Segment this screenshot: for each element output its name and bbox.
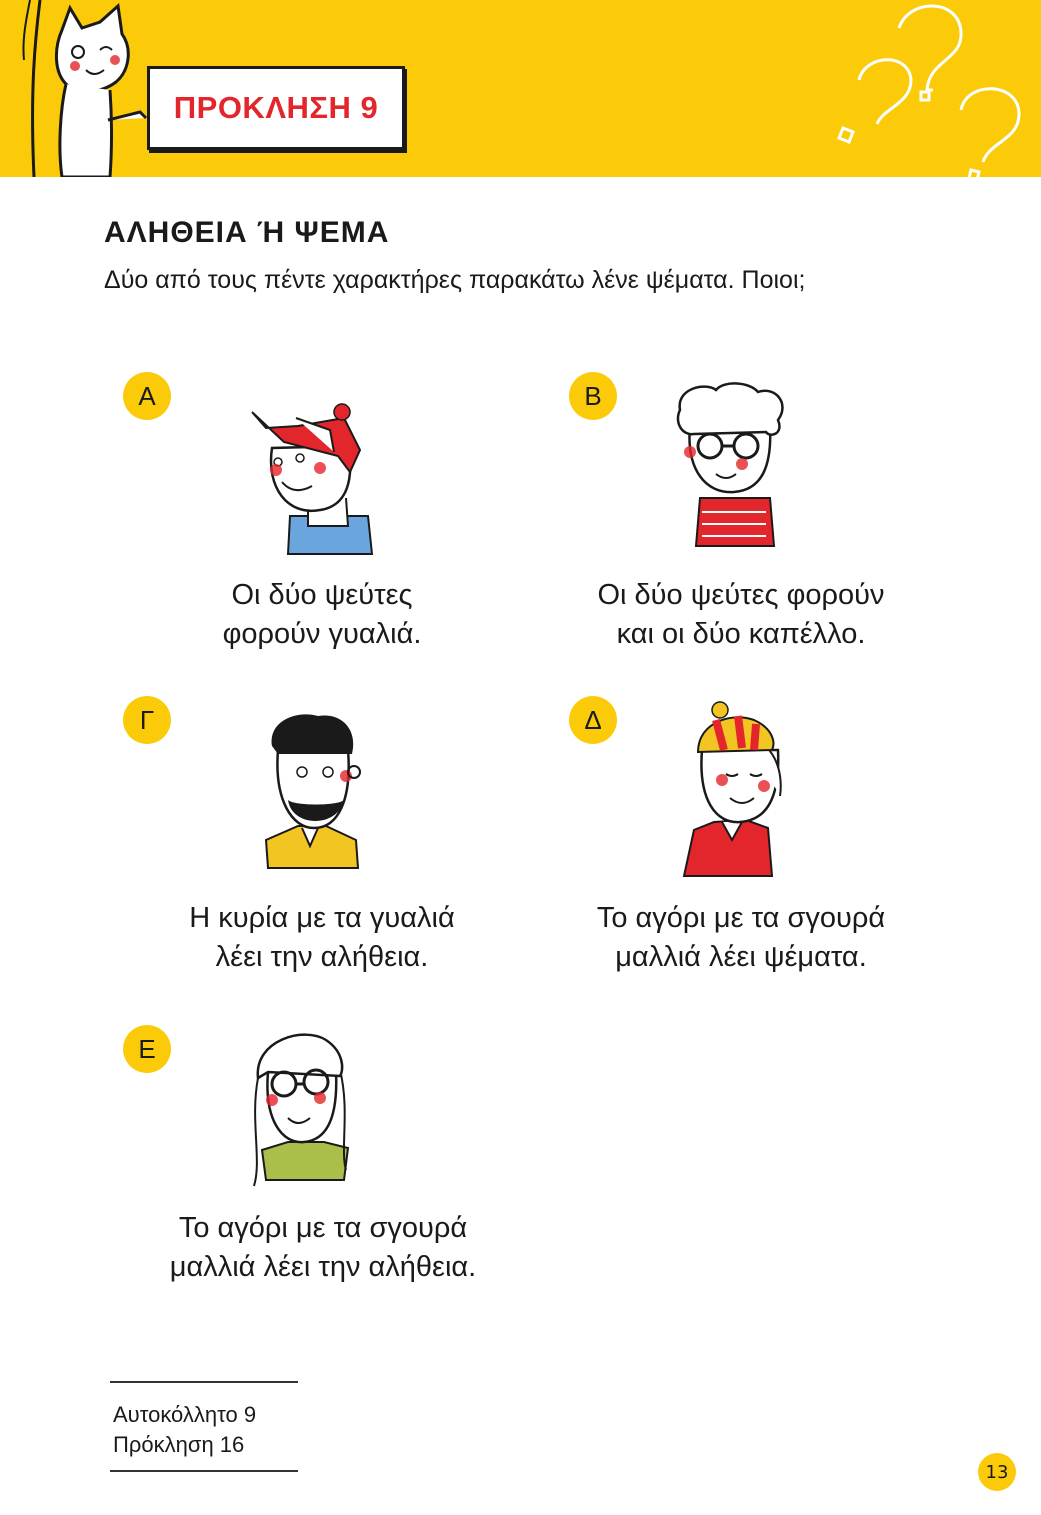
caption-c xyxy=(152,899,492,977)
letter-badge-e: Ε xyxy=(123,1025,171,1073)
letter-badge-d: Δ xyxy=(569,696,617,744)
letter-badge-b: Β xyxy=(569,372,617,420)
letter-badge-a: Α xyxy=(123,372,171,420)
page-number: 13 xyxy=(978,1453,1016,1491)
question-marks-icon xyxy=(821,0,1041,177)
caption-d-line2: μαλλιά λέει ψέματα. xyxy=(615,941,867,973)
footer-sticker-ref: Αυτοκόλλητο 9 xyxy=(113,1402,257,1427)
footer-top-rule xyxy=(110,1381,298,1383)
woman-glasses-long-hair-portrait-icon xyxy=(244,1030,356,1190)
header-banner xyxy=(0,0,1041,177)
section-title: ΑΛΗΘΕΙΑ Ή ΨΕΜΑ xyxy=(104,216,390,249)
caption-e-line1: Το αγόρι με τα σγουρά xyxy=(178,1212,468,1244)
caption-a-line2: φορούν γυαλιά. xyxy=(222,618,422,650)
caption-d xyxy=(560,899,922,977)
boy-glasses-curly-hair-portrait-icon xyxy=(666,380,796,550)
caption-e-line2: μαλλιά λέει την αλήθεια. xyxy=(169,1251,477,1283)
boy-yellow-red-beanie-portrait-icon xyxy=(676,700,796,878)
caption-d-line1: Το αγόρι με τα σγουρά xyxy=(596,902,886,934)
footer-bottom-rule xyxy=(110,1470,298,1472)
footer-challenge-ref: Πρόκληση 16 xyxy=(113,1432,245,1457)
caption-c-line1: Η κυρία με τα γυαλιά xyxy=(189,902,455,934)
intro-text: Δύο από τους πέντε χαρακτήρες παρακάτω λένε ψέματα. Ποιοι; xyxy=(104,266,806,294)
boy-red-cap-portrait-icon xyxy=(238,398,378,558)
caption-e xyxy=(130,1209,516,1287)
caption-b-line2: και οι δύο καπέλλο. xyxy=(616,618,866,650)
caption-b-line1: Οι δύο ψεύτες φορούν xyxy=(597,579,885,611)
challenge-label-box xyxy=(147,66,405,150)
caption-c-line2: λέει την αλήθεια. xyxy=(215,941,429,973)
man-beard-portrait-icon xyxy=(258,710,368,870)
cat-illustration-icon xyxy=(0,0,160,177)
letter-badge-c: Γ xyxy=(123,696,171,744)
caption-b xyxy=(560,576,922,654)
caption-a-line1: Οι δύο ψεύτες xyxy=(231,579,413,611)
challenge-title: ΠΡΟΚΛΗΣΗ 9 xyxy=(173,90,379,125)
caption-a xyxy=(152,576,492,654)
